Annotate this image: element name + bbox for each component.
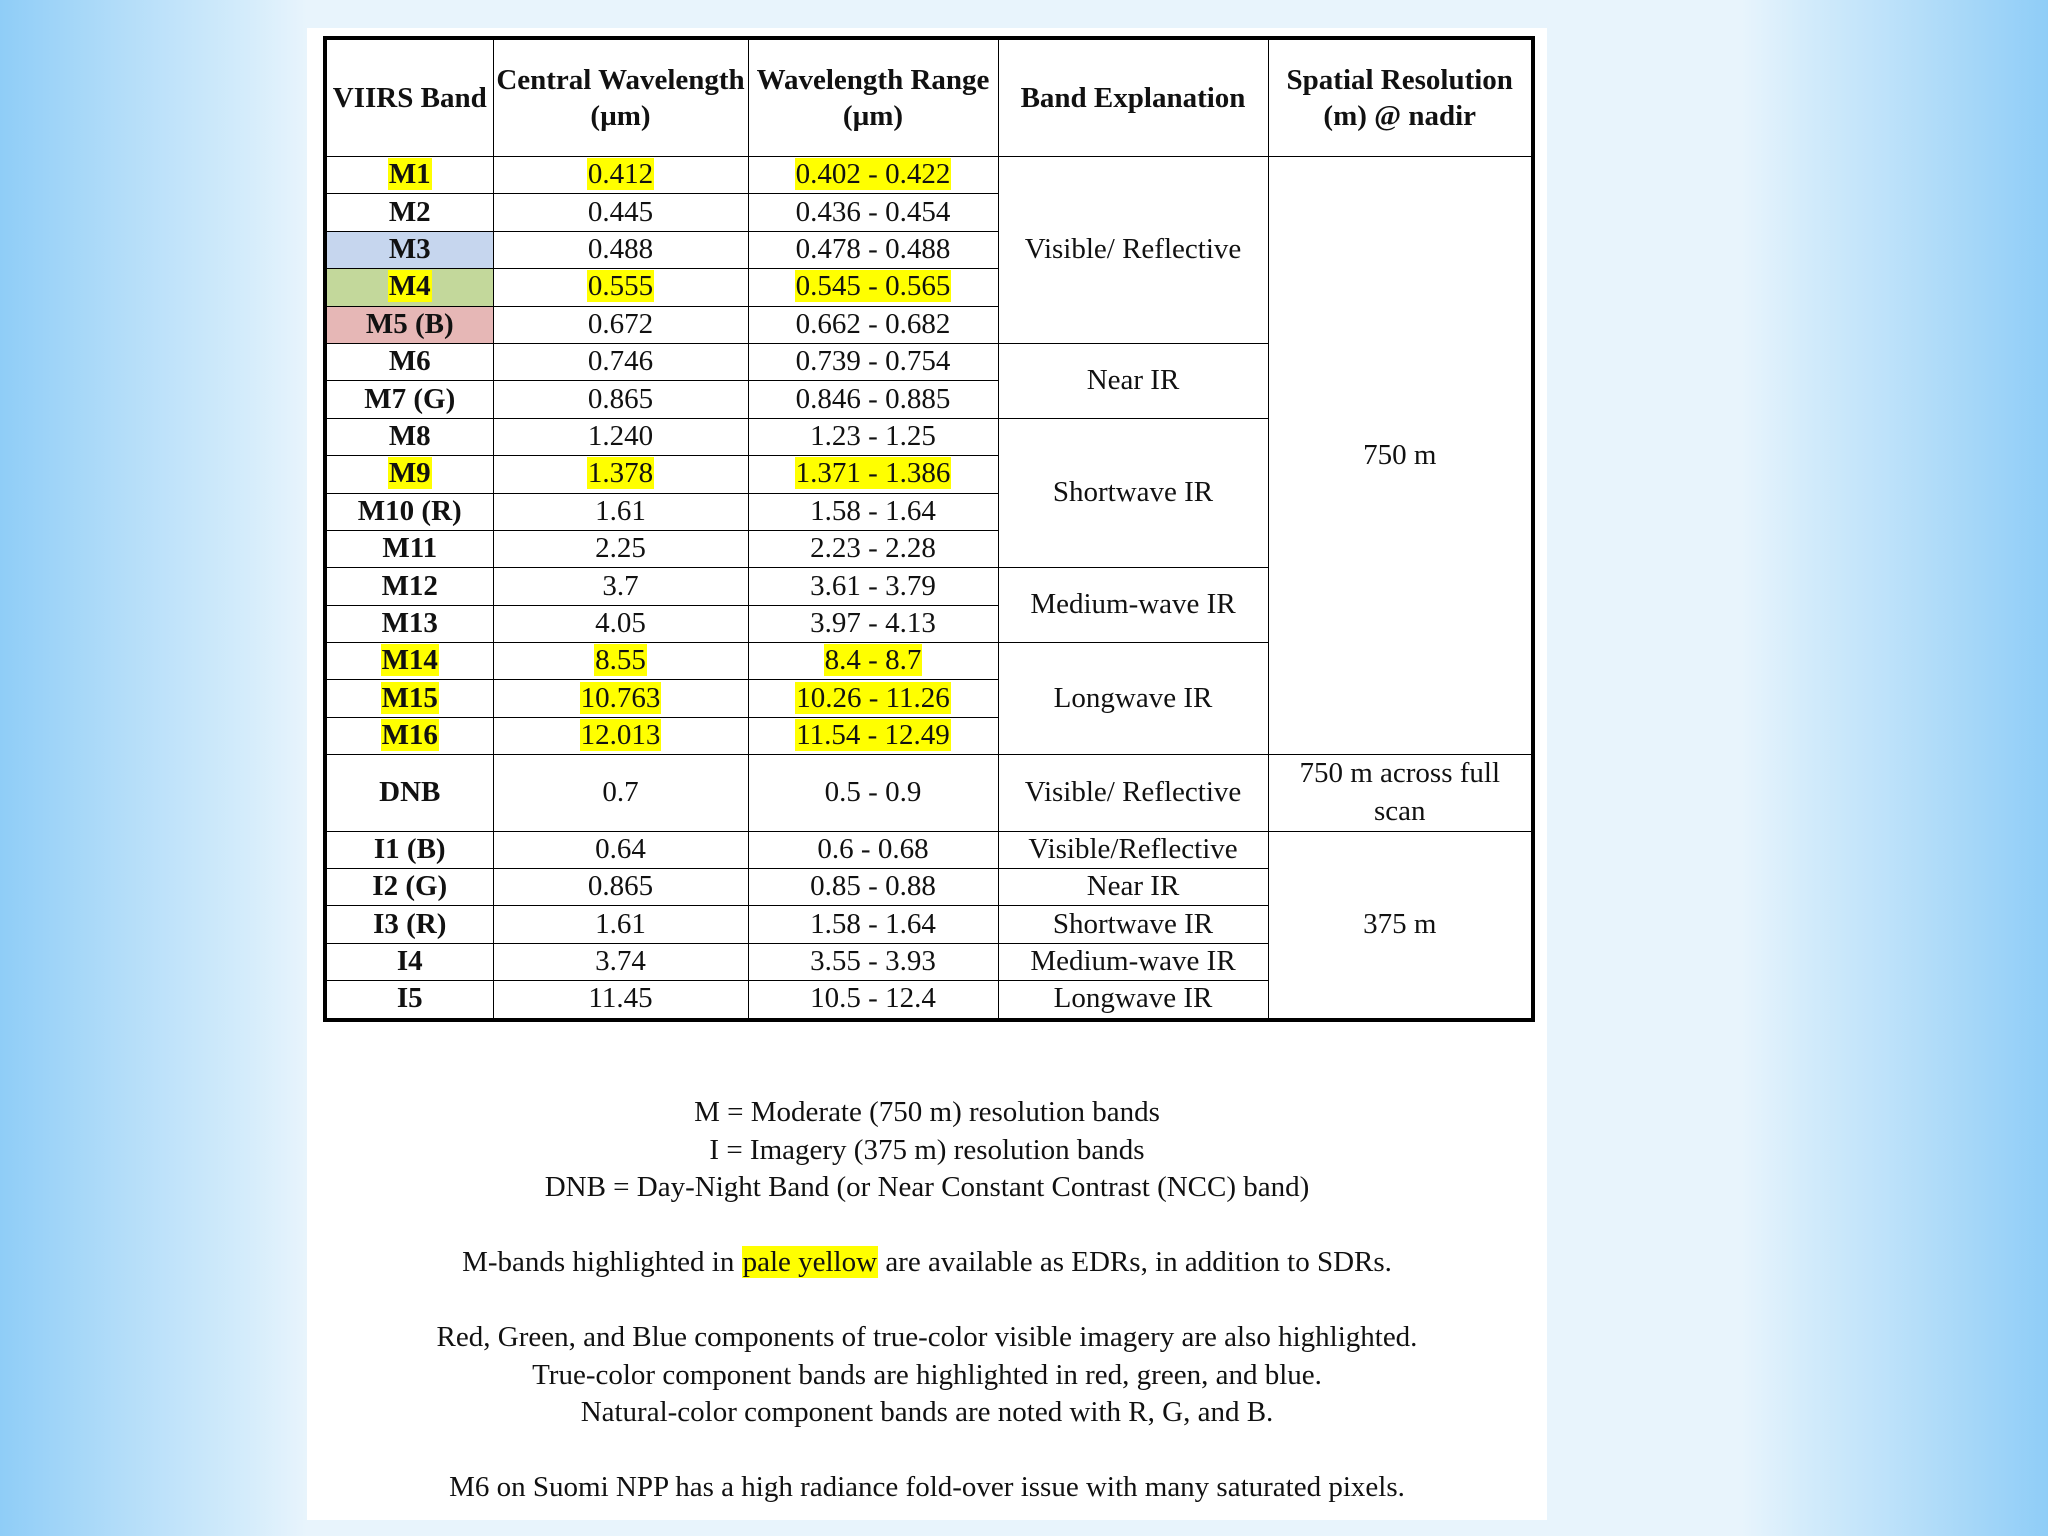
wavelength-range-cell xyxy=(748,269,998,306)
note-edr xyxy=(307,1244,1547,1282)
band-label: M14 xyxy=(381,644,438,677)
wavelength-range-value: 3.55 - 3.93 xyxy=(748,943,998,980)
band-label: M10 (R) xyxy=(325,493,493,530)
wavelength-range-cell xyxy=(748,456,998,493)
central-wavelength-value: 3.7 xyxy=(493,568,748,605)
band-label: M4 xyxy=(388,270,431,303)
wavelength-range-cell xyxy=(748,717,998,754)
central-wavelength-cell xyxy=(493,157,748,194)
wavelength-range-value: 1.58 - 1.64 xyxy=(748,493,998,530)
wavelength-range-value: 1.58 - 1.64 xyxy=(748,906,998,943)
wavelength-range-value: 0.85 - 0.88 xyxy=(748,869,998,906)
wavelength-range-cell xyxy=(748,157,998,194)
note-edr-text-after: are available as EDRs, in addition to SDRs. xyxy=(878,1246,1392,1278)
wavelength-range-value: 0.5 - 0.9 xyxy=(748,755,998,831)
header-wavelength-range: Wavelength Range (µm) xyxy=(748,38,998,157)
central-wavelength-value: 1.378 xyxy=(587,457,654,490)
spacer xyxy=(307,1207,1547,1245)
central-wavelength-value: 10.763 xyxy=(580,681,661,714)
wavelength-range-value: 2.23 - 2.28 xyxy=(748,530,998,567)
header-spatial-resolution: Spatial Resolution (m) @ nadir xyxy=(1268,38,1533,157)
central-wavelength-cell xyxy=(493,456,748,493)
resolution-dnb: 750 m across full scan xyxy=(1268,755,1533,831)
band-label: M5 (B) xyxy=(325,306,493,343)
band-label: M15 xyxy=(381,681,438,714)
wavelength-range-value: 0.436 - 0.454 xyxy=(748,194,998,231)
central-wavelength-cell xyxy=(493,269,748,306)
note-i-bands: I = Imagery (375 m) resolution bands xyxy=(709,1133,1145,1166)
central-wavelength-value: 8.55 xyxy=(595,644,646,677)
central-wavelength-value: 0.64 xyxy=(493,831,748,868)
explanation-i5: Longwave IR xyxy=(998,981,1268,1020)
note-rgb-components: Red, Green, and Blue components of true-color visible imagery are also highlighted. xyxy=(436,1321,1418,1353)
table-row xyxy=(325,831,1533,868)
explanation-longwave-ir: Longwave IR xyxy=(998,643,1268,755)
central-wavelength-value: 0.7 xyxy=(493,755,748,831)
spacer xyxy=(307,1282,1547,1320)
band-label: M1 xyxy=(388,158,431,191)
wavelength-range-value: 0.402 - 0.422 xyxy=(795,158,951,191)
central-wavelength-cell xyxy=(493,717,748,754)
wavelength-range-cell xyxy=(748,680,998,717)
band-label: M12 xyxy=(325,568,493,605)
wavelength-range-value: 3.61 - 3.79 xyxy=(748,568,998,605)
band-label: M6 xyxy=(325,343,493,380)
wavelength-range-value: 10.5 - 12.4 xyxy=(748,981,998,1020)
wavelength-range-value: 0.739 - 0.754 xyxy=(748,343,998,380)
table-header-row xyxy=(325,38,1533,157)
note-edr-text-before: M-bands highlighted in xyxy=(462,1246,742,1278)
note-m-bands: M = Moderate (750 m) resolution bands xyxy=(694,1096,1160,1128)
band-label: I5 xyxy=(325,981,493,1020)
band-cell xyxy=(325,643,493,680)
central-wavelength-value: 0.555 xyxy=(587,270,654,303)
explanation-visible-reflective: Visible/ Reflective xyxy=(998,157,1268,344)
central-wavelength-value: 0.865 xyxy=(493,381,748,418)
band-cell xyxy=(325,157,493,194)
wavelength-range-value: 10.26 - 11.26 xyxy=(796,681,950,714)
central-wavelength-value: 11.45 xyxy=(493,981,748,1020)
wavelength-range-value: 0.478 - 0.488 xyxy=(748,231,998,268)
note-true-color: True-color component bands are highlighted in red, green, and blue. xyxy=(532,1358,1322,1391)
explanation-i1: Visible/Reflective xyxy=(998,831,1268,868)
central-wavelength-value: 0.746 xyxy=(493,343,748,380)
central-wavelength-value: 0.445 xyxy=(493,194,748,231)
band-label: M2 xyxy=(325,194,493,231)
viirs-bands-table xyxy=(323,36,1535,1022)
band-label: M8 xyxy=(325,418,493,455)
explanation-dnb: Visible/ Reflective xyxy=(998,755,1268,831)
central-wavelength-value: 0.672 xyxy=(493,306,748,343)
explanation-medium-wave-ir: Medium-wave IR xyxy=(998,568,1268,643)
resolution-i-bands: 375 m xyxy=(1268,831,1533,1019)
explanation-i4: Medium-wave IR xyxy=(998,943,1268,980)
band-label: DNB xyxy=(325,755,493,831)
central-wavelength-value: 1.61 xyxy=(493,906,748,943)
note-edr-highlight: pale yellow xyxy=(742,1246,878,1278)
wavelength-range-value: 0.662 - 0.682 xyxy=(748,306,998,343)
header-band-explanation: Band Explanation xyxy=(998,38,1268,157)
wavelength-range-value: 0.545 - 0.565 xyxy=(795,270,951,303)
central-wavelength-value: 0.412 xyxy=(587,158,654,191)
band-label: I2 (G) xyxy=(325,869,493,906)
spacer xyxy=(307,1432,1547,1470)
wavelength-range-value: 1.371 - 1.386 xyxy=(795,457,951,490)
band-cell xyxy=(325,456,493,493)
table-row xyxy=(325,157,1533,194)
header-central-wavelength: Central Wavelength (µm) xyxy=(493,38,748,157)
wavelength-range-cell xyxy=(748,643,998,680)
explanation-near-ir: Near IR xyxy=(998,343,1268,418)
central-wavelength-cell xyxy=(493,643,748,680)
wavelength-range-value: 1.23 - 1.25 xyxy=(748,418,998,455)
wavelength-range-value: 8.4 - 8.7 xyxy=(824,644,922,677)
central-wavelength-value: 3.74 xyxy=(493,943,748,980)
central-wavelength-value: 2.25 xyxy=(493,530,748,567)
central-wavelength-cell xyxy=(493,680,748,717)
wavelength-range-value: 3.97 - 4.13 xyxy=(748,605,998,642)
central-wavelength-value: 0.488 xyxy=(493,231,748,268)
wavelength-range-value: 0.846 - 0.885 xyxy=(748,381,998,418)
central-wavelength-value: 1.240 xyxy=(493,418,748,455)
band-label: I3 (R) xyxy=(325,906,493,943)
note-dnb: DNB = Day-Night Band (or Near Constant Contrast (NCC) band) xyxy=(544,1171,1310,1203)
band-cell xyxy=(325,717,493,754)
central-wavelength-value: 1.61 xyxy=(493,493,748,530)
band-label: I1 (B) xyxy=(325,831,493,868)
wavelength-range-value: 0.6 - 0.68 xyxy=(748,831,998,868)
band-label: M7 (G) xyxy=(325,381,493,418)
resolution-m-bands: 750 m xyxy=(1268,157,1533,755)
note-m6-issue: M6 on Suomi NPP has a high radiance fold-over issue with many saturated pixels. xyxy=(449,1471,1405,1503)
note-natural-color: Natural-color component bands are noted with R, G, and B. xyxy=(580,1396,1274,1428)
explanation-shortwave-ir: Shortwave IR xyxy=(998,418,1268,568)
band-label: M13 xyxy=(325,605,493,642)
band-label: M9 xyxy=(388,457,431,490)
band-label: M16 xyxy=(381,719,438,752)
explanation-i2: Near IR xyxy=(998,869,1268,906)
band-label: M11 xyxy=(325,530,493,567)
band-label: I4 xyxy=(325,943,493,980)
band-label: M3 xyxy=(325,231,493,268)
central-wavelength-value: 0.865 xyxy=(493,869,748,906)
header-band: VIIRS Band xyxy=(325,38,493,157)
content-panel xyxy=(307,28,1547,1520)
explanation-i3: Shortwave IR xyxy=(998,906,1268,943)
footnotes xyxy=(307,1094,1547,1507)
table-row xyxy=(325,755,1533,831)
wavelength-range-value: 11.54 - 12.49 xyxy=(796,719,950,752)
central-wavelength-value: 4.05 xyxy=(493,605,748,642)
band-cell xyxy=(325,680,493,717)
central-wavelength-value: 12.013 xyxy=(580,719,661,752)
band-cell xyxy=(325,269,493,306)
